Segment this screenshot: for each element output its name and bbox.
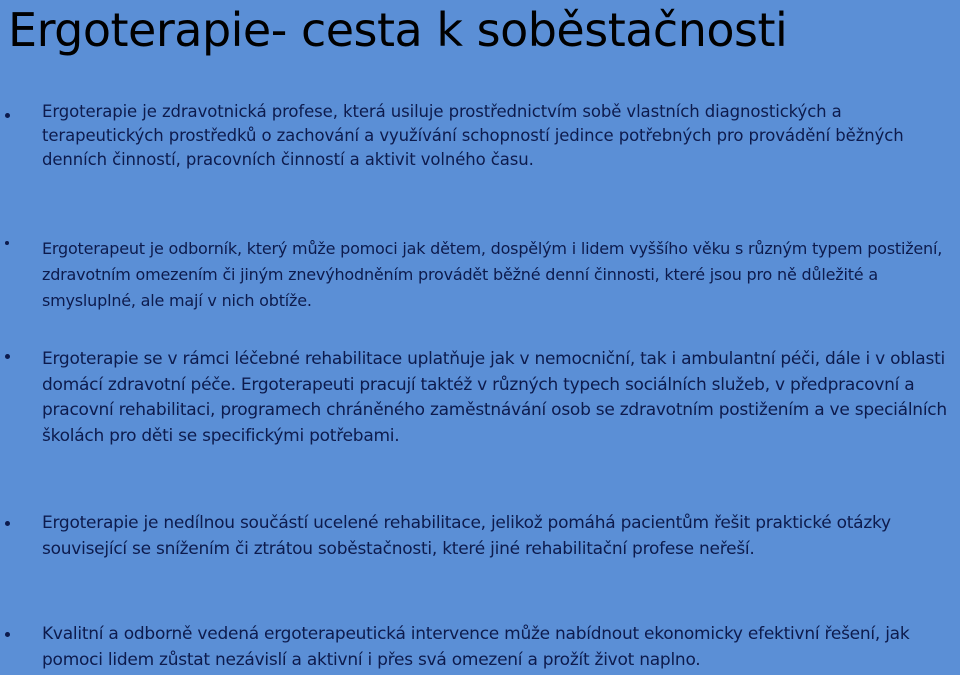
bullet-text: Ergoterapie je nedílnou součástí ucelené rehabilitace, jelikož pomáhá pacientům řešit praktické otázky související se snížením či ztrátou soběstačnosti, které jiné rehabilitační profese neřeší. xyxy=(42,513,891,559)
bullet-dot-icon xyxy=(5,354,10,359)
bullet-text: Kvalitní a odborně vedená ergoterapeutická intervence může nabídnout ekonomicky efektivní řešení, jak pomoci lidem zůstat nezávislí a aktivní i přes svá omezení a prožít život naplno. xyxy=(42,624,910,670)
bullet-text: Ergoterapie je zdravotnická profese, která usiluje prostřednictvím sobě vlastních diagnostických a terapeutických prostředků o zachování a využívání schopností jedince potřebných pro provádění běžných denních činností, pracovních činností a aktivit volného času. xyxy=(42,102,904,169)
bullet-dot-icon xyxy=(5,632,10,637)
bullet-dot-icon xyxy=(5,113,10,118)
bullet-text: Ergoterapie se v rámci léčebné rehabilitace uplatňuje jak v nemocniční, tak i ambulantní péči, dále i v oblasti domácí zdravotní péče. Ergoterapeuti pracují taktéž v různých typech sociálních služeb, v předpracovní a pracovní rehabilitaci, programech chráněného zaměstnávání osob se zdravotním postižením a ve speciálních školách pro děti se specifickými potřebami. xyxy=(42,349,947,446)
bullet-dot-icon xyxy=(5,241,9,245)
bullet-dot-icon xyxy=(5,521,10,526)
slide-title: Ergoterapie- cesta k soběstačnosti xyxy=(8,3,788,57)
bullet-text: Ergoterapeut je odborník, který může pomoci jak dětem, dospělým i lidem vyššího věku s různým typem postižení, zdravotním omezením či jiným znevýhodněním provádět běžné denní činnosti, které jsou pro ně důležité a smysluplné, ale mají v nich obtíže. xyxy=(42,239,943,310)
